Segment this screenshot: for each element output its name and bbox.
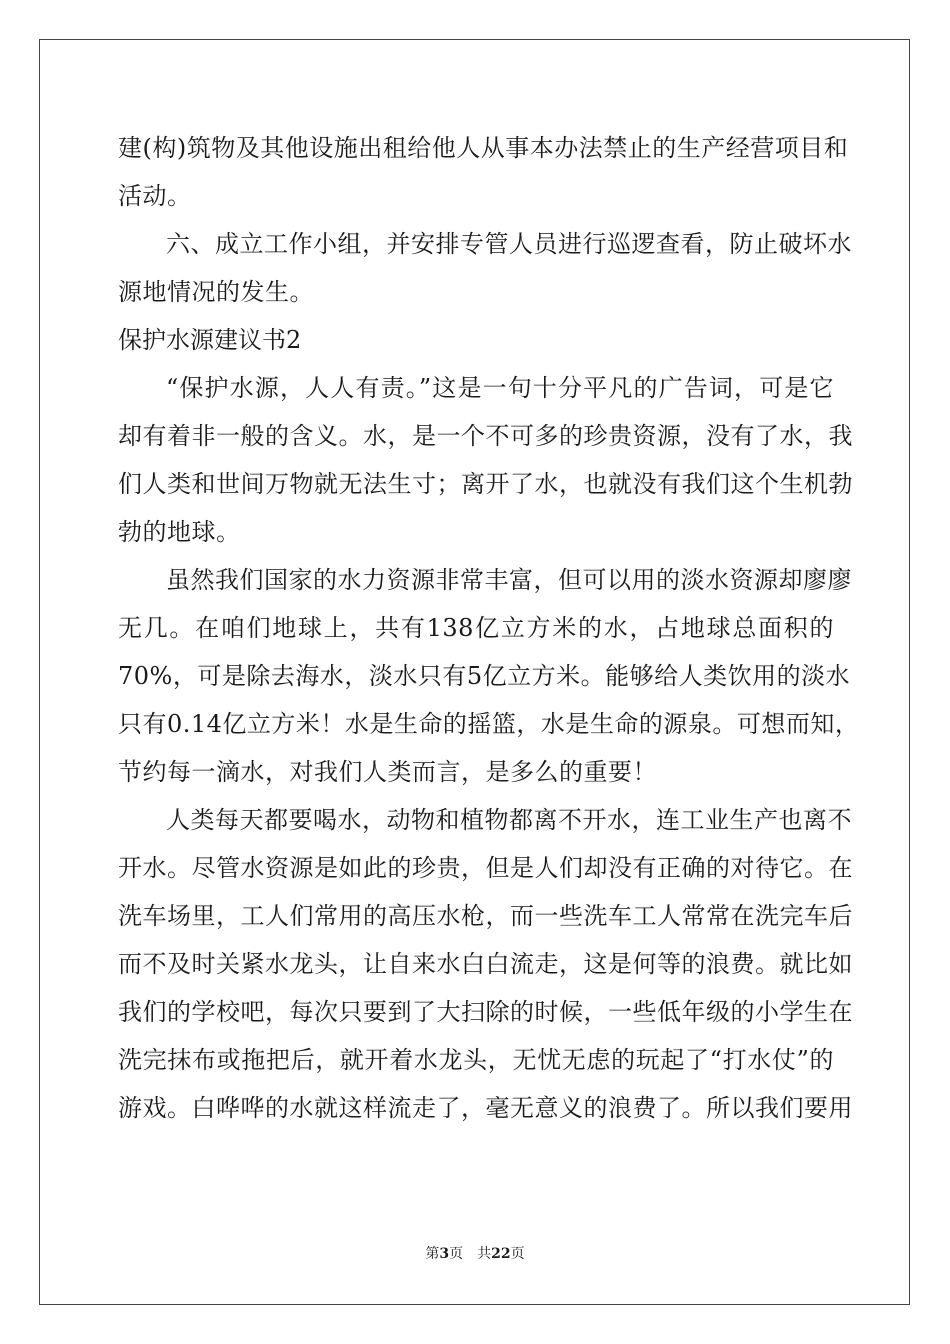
text-line: 源地情况的发生。 xyxy=(118,278,314,306)
text-line: 建(构)筑物及其他设施出租给他人从事本办法禁止的生产经营项目和 xyxy=(118,134,849,162)
footer-total-pages: 22 xyxy=(491,1246,511,1262)
footer-page-suffix: 页 xyxy=(449,1246,464,1262)
document-body xyxy=(118,124,860,1132)
text-line: 活动。 xyxy=(118,182,192,210)
footer-page-prefix: 第 xyxy=(425,1246,440,1262)
text-line: 只有0.14亿立方米！水是生命的摇篮，水是生命的源泉。可想而知， xyxy=(118,710,860,738)
page-footer xyxy=(0,1244,950,1264)
text-line: “保护水源，人人有责。”这是一句十分平凡的广告词，可是它 xyxy=(166,374,834,402)
text-line: 70%，可是除去海水，淡水只有5亿立方米。能够给人类饮用的淡水 xyxy=(118,662,851,690)
text-line: 无几。在咱们地球上，共有138亿立方米的水，占地球总面积的 xyxy=(118,614,834,642)
text-line: 洗车场里，工人们常用的高压水枪，而一些洗车工人常常在洗完车后 xyxy=(118,902,853,930)
text-line: 勃的地球。 xyxy=(118,518,241,546)
text-line: 却有着非一般的含义。水，是一个不可多的珍贵资源，没有了水，我 xyxy=(118,422,853,450)
text-line: 人类每天都要喝水，动物和植物都离不开水，连工业生产也离不 xyxy=(166,806,852,834)
text-line: 虽然我们国家的水力资源非常丰富，但可以用的淡水资源却廖廖 xyxy=(166,566,852,594)
text-line: 洗完抹布或拖把后，就开着水龙头，无忧无虑的玩起了“打水仗”的 xyxy=(118,1046,834,1074)
section-heading: 保护水源建议书2 xyxy=(118,326,302,354)
text-line: 开水。尽管水资源是如此的珍贵，但是人们却没有正确的对待它。在 xyxy=(118,854,853,882)
text-line: 我们的学校吧，每次只要到了大扫除的时候，一些低年级的小学生在 xyxy=(118,998,853,1026)
text-line: 节约每一滴水，对我们人类而言，是多么的重要！ xyxy=(118,758,657,786)
text-line: 六、成立工作小组，并安排专管人员进行巡逻查看，防止破坏水 xyxy=(166,230,852,258)
footer-total-prefix: 共 xyxy=(477,1246,492,1262)
text-line: 们人类和世间万物就无法生寸；离开了水，也就没有我们这个生机勃 xyxy=(118,470,853,498)
text-line: 游戏。白哗哗的水就这样流走了，毫无意义的浪费了。所以我们要用 xyxy=(118,1094,853,1122)
footer-page-number: 3 xyxy=(439,1246,450,1262)
text-line: 而不及时关紧水龙头，让自来水白白流走，这是何等的浪费。就比如 xyxy=(118,950,853,978)
footer-total-suffix: 页 xyxy=(510,1246,525,1262)
